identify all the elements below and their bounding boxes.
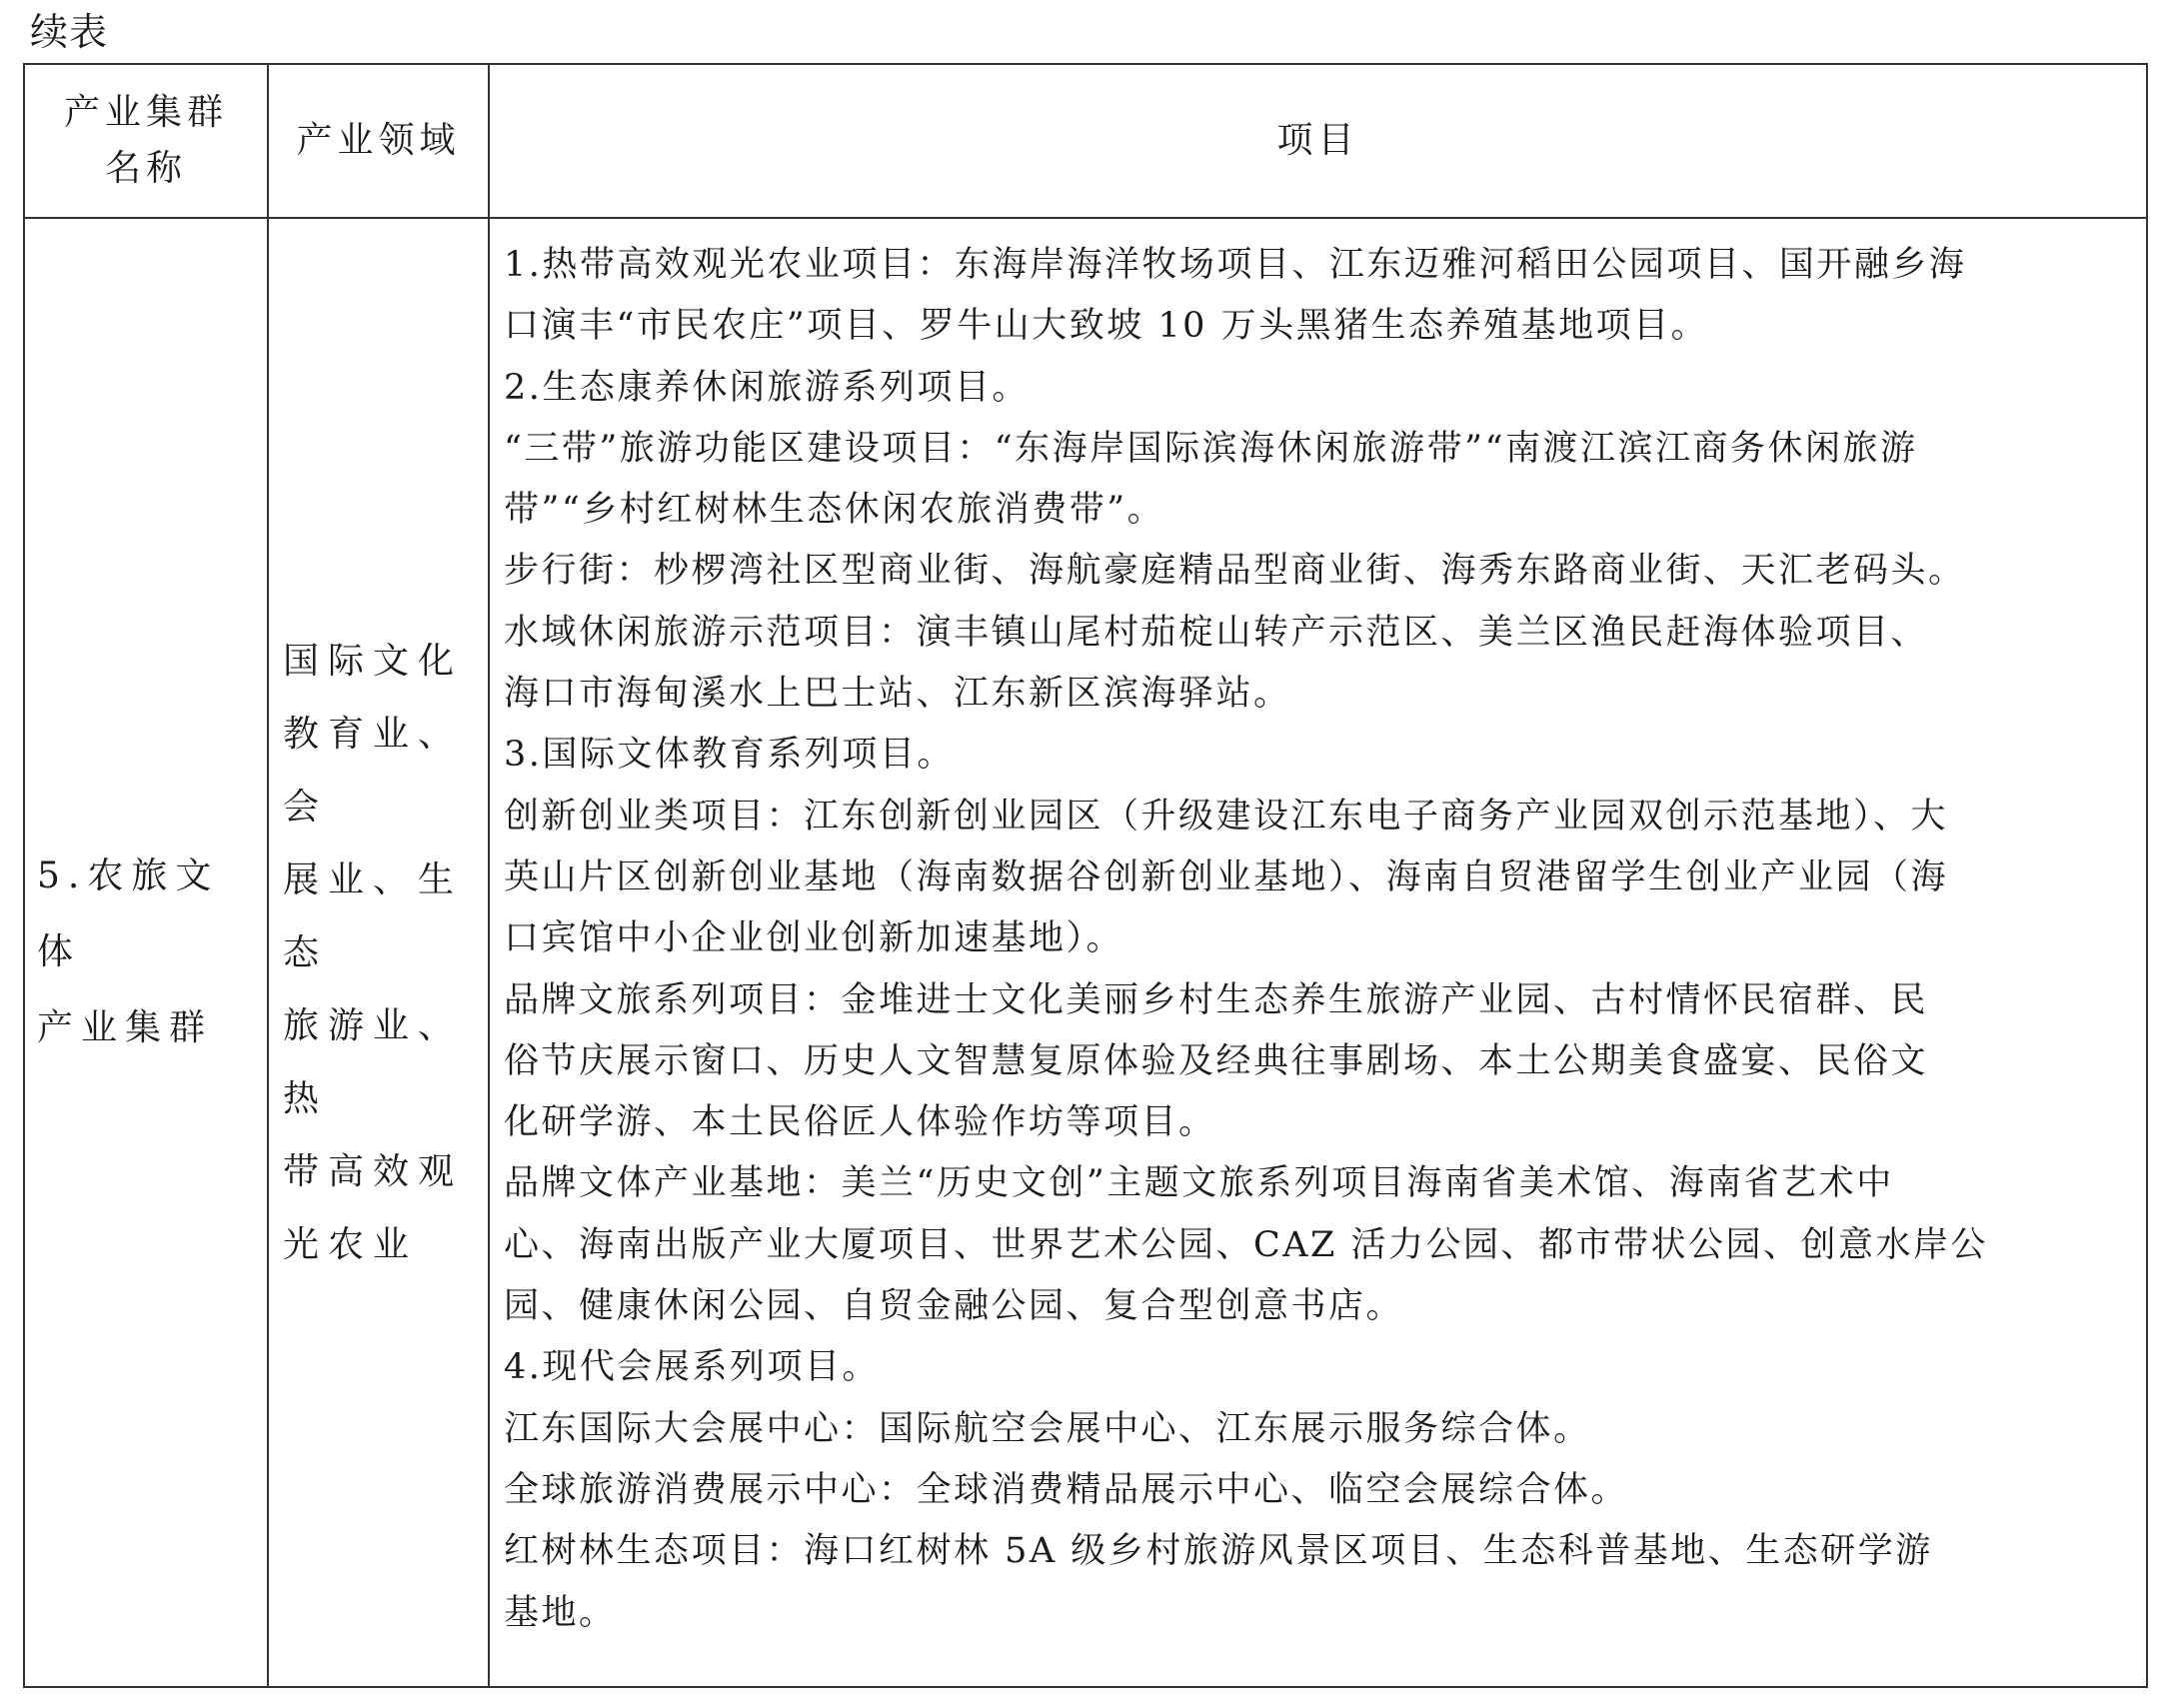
project-line: 基地。 — [504, 1592, 617, 1633]
project-line: 红树林生态项目：海口红树林 5A 级乡村旅游风景区项目、生态科普基地、生态研学游 — [504, 1531, 1933, 1572]
cluster-name-line2: 产业集群 — [37, 1007, 214, 1048]
header-industry-field: 产业领域 — [268, 64, 489, 218]
cluster-name-line1: 5.农旅文体 — [37, 855, 220, 972]
project-line: 心、海南出版产业大厦项目、世界艺术公园、CAZ 活力公园、都市带状公园、创意水岸公 — [504, 1224, 1989, 1265]
header-cluster-name-line1: 产业集群 — [63, 92, 228, 133]
field-line: 光农业 — [283, 1223, 419, 1265]
project-line: 创新创业类项目：江东创新创业园区（升级建设江东电子商务产业园双创示范基地）、大 — [504, 796, 1949, 837]
field-line: 带高效观 — [283, 1150, 464, 1192]
project-line: 海口市海甸溪水上巴士站、江东新区滨海驿站。 — [504, 674, 1291, 715]
project-line: 步行街：杪椤湾社区型商业街、海航豪庭精品型商业街、海秀东路商业街、天汇老码头。 — [504, 551, 1966, 592]
projects-cell — [489, 218, 2147, 1687]
field-line: 教育业、会 — [283, 713, 464, 828]
table-header-row — [24, 64, 2147, 218]
project-line: 全球旅游消费展示中心：全球消费精品展示中心、临空会展综合体。 — [504, 1469, 1629, 1510]
project-line: 1.热带高效观光农业项目：东海岸海洋牧场项目、江东迈雅河稻田公园项目、国开融乡海 — [504, 245, 1967, 285]
header-cluster-name-line2: 名称 — [104, 148, 187, 189]
project-line: 英山片区创新创业基地（海南数据谷创新创业基地）、海南自贸港留学生创业产业园（海 — [504, 856, 1949, 897]
header-cluster-name — [24, 64, 268, 218]
project-line: 江东国际大会展中心：国际航空会展中心、江东展示服务综合体。 — [504, 1408, 1591, 1449]
field-line: 展业、生态 — [283, 858, 464, 973]
project-line: 园、健康休闲公园、自贸金融公园、复合型创意书店。 — [504, 1286, 1404, 1327]
project-line: 化研学游、本土民俗匠人体验作坊等项目。 — [504, 1102, 1216, 1143]
project-line: 4.现代会展系列项目。 — [504, 1347, 880, 1388]
project-line: “三带”旅游功能区建设项目：“东海岸国际滨海休闲旅游带”“南渡江滨江商务休闲旅游 — [504, 428, 1918, 469]
project-line: 带”“乡村红树林生态休闲农旅消费带”。 — [504, 490, 1165, 531]
project-line: 水域休闲旅游示范项目：演丰镇山尾村茄椗山转产示范区、美兰区渔民赶海体验项目、 — [504, 612, 1929, 653]
project-line: 3.国际文体教育系列项目。 — [504, 735, 955, 776]
industry-cluster-table — [23, 63, 2148, 1688]
project-line: 品牌文旅系列项目：金堆进士文化美丽乡村生态养生旅游产业园、古村情怀民宿群、民 — [504, 979, 1929, 1020]
project-line: 口宾馆中小企业创业创新加速基地）。 — [504, 918, 1124, 959]
project-line: 口演丰“市民农庄”项目、罗牛山大致坡 10 万头黑猪生态养殖基地项目。 — [504, 306, 1709, 347]
industry-field-cell — [268, 218, 489, 1687]
header-projects: 项目 — [489, 64, 2147, 218]
cluster-name-cell — [24, 218, 268, 1687]
table-row — [24, 218, 2147, 1687]
field-line: 国际文化 — [283, 640, 464, 682]
project-line: 2.生态康养休闲旅游系列项目。 — [504, 367, 1030, 408]
field-line: 旅游业、热 — [283, 1004, 464, 1119]
project-line: 品牌文体产业基地：美兰“历史文创”主题文旅系列项目海南省美术馆、海南省艺术中 — [504, 1163, 1894, 1204]
project-line: 俗节庆展示窗口、历史人文智慧复原体验及经典往事剧场、本土公期美食盛宴、民俗文 — [504, 1040, 1929, 1081]
table-caption: 续表 — [30, 10, 109, 54]
